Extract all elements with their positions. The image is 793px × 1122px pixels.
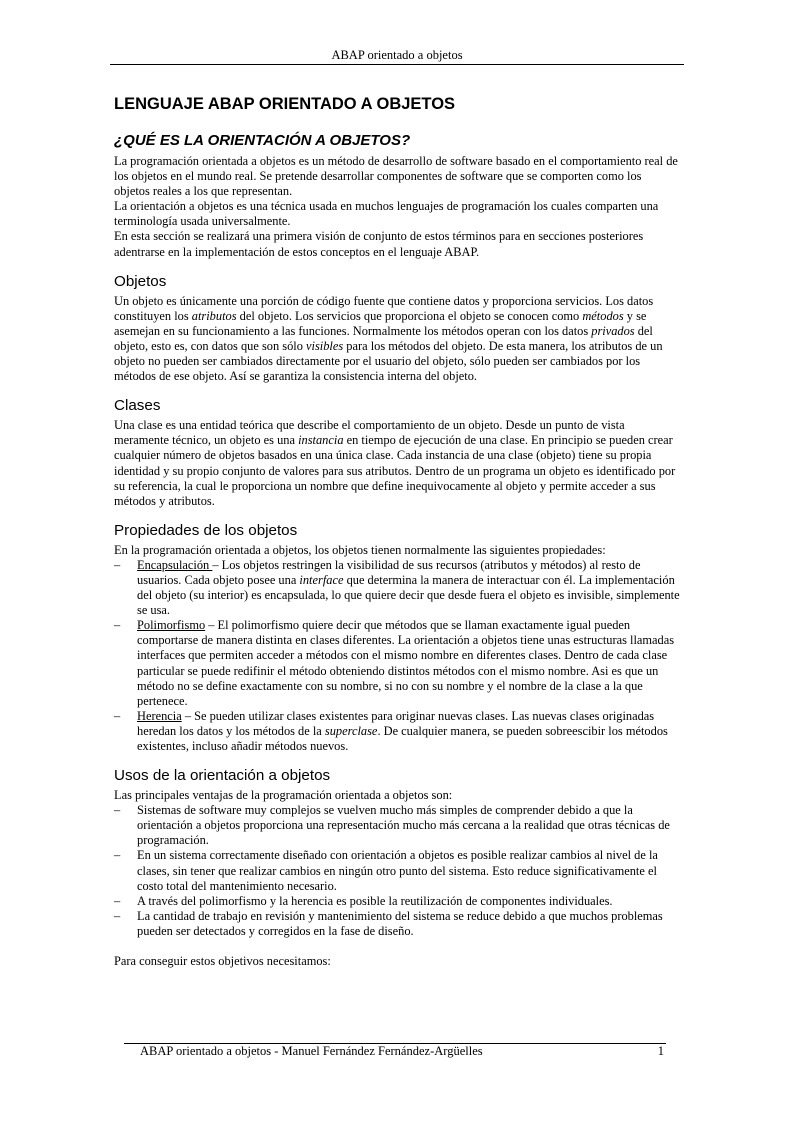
term-privados: privados bbox=[591, 323, 635, 338]
paragraph-objetos: Un objeto es únicamente una porción de código fuente que contiene datos y proporciona servicios. Los datos constituyen los atributos del objeto. Los servicios que proporciona el objeto se conocen como métodos y se asemejan en su funcionamiento a las funciones. Normalmente los métodos operan con los datos privados del objeto, esto es, con datos que son sólo visibles para los métodos del objeto. De esta manera, los atributos de un objeto no pueden ser cambiados directamente por el usuario del objeto, sólo pueden ser cambiados por los métodos de ese objeto. Así se garantiza la consistencia interna del objeto. bbox=[114, 293, 663, 384]
term-polimorfismo: Polimorfismo bbox=[137, 618, 206, 633]
page-footer bbox=[140, 1044, 664, 1059]
list-item: – La cantidad de trabajo en revisión y mantenimiento del sistema se reduce debido a que muchos problemas pueden ser detectados y corregidos en la fase de diseño. bbox=[114, 909, 680, 939]
list-item: – En un sistema correctamente diseñado con orientación a objetos es posible realizar cambios al nivel de la clases, sin tener que realizar cambios en ningún otro punto del sistema. Esto reduce significativamente el costo total del mantenimiento necesario. bbox=[114, 848, 680, 893]
properties-list bbox=[114, 558, 680, 754]
paragraph: En la programación orientada a objetos, los objetos tienen normalmente las siguientes propiedades: bbox=[114, 542, 606, 557]
list-item-polimorfismo: – Polimorfismo – El polimorfismo quiere decir que métodos que se llaman exactamente igual pueden comportarse de manera distinta en clases diferentes. La orientación a objetos tiene unas estructuras llamadas interfaces que permiten acceder a métodos con el mismo nombre en diferentes clases. Dentro de cada clase particular se puede redifinir el método obteniendo distintos métodos con el mismo nombre. Asi es que un método no se define exactamente con su nombre, si no con su nombre y el nombre de la clase a la que pertenece. bbox=[114, 618, 680, 709]
section-heading-propiedades: Propiedades de los objetos bbox=[114, 521, 298, 539]
list-item: – A través del polimorfismo y la herencia es posible la reutilización de componentes individuales. bbox=[114, 894, 680, 909]
term-superclase: superclase bbox=[324, 723, 378, 738]
term-metodos: métodos bbox=[582, 308, 624, 323]
advantages-list bbox=[114, 803, 680, 939]
section-heading-objetos: Objetos bbox=[114, 272, 167, 290]
term-instancia: instancia bbox=[298, 433, 344, 448]
footer-text: ABAP orientado a objetos - Manuel Fernández Fernández-Argüelles bbox=[140, 1044, 483, 1058]
section-heading-que-es: ¿QUÉ ES LA ORIENTACIÓN A OBJETOS? bbox=[114, 132, 411, 149]
paragraph: Las principales ventajas de la programación orientada a objetos son: bbox=[114, 788, 453, 803]
paragraph-clases: Una clase es una entidad teórica que describe el comportamiento de un objeto. Desde un punto de vista meramente técnico, un objeto es una instancia en tiempo de ejecución de una clase. En principio se pueden crear cualquier número de objetos basados en una única clase. Cada instancia de una clase (objeto) tiene su propia identidad y su propio conjunto de valores para sus atributos. Dentro de un programa un objeto es identificado por su referencia, la cual le proporciona un nombre que define inequivocamente al objeto y permite acceder a sus métodos y atributos. bbox=[114, 418, 676, 508]
running-header: ABAP orientado a objetos bbox=[331, 48, 463, 62]
term-interface: interface bbox=[299, 572, 344, 587]
list-item: – Sistemas de software muy complejos se vuelven mucho más simples de comprender debido a que la orientación a objetos proporciona una representación mucho más cercana a la realidad que otras técnicas de programación. bbox=[114, 803, 680, 848]
paragraph: La orientación a objetos es una técnica usada en muchos lenguajes de programación los cuales comparten una terminología usada universalmente. bbox=[114, 199, 659, 229]
page-number: 1 bbox=[657, 1044, 664, 1058]
document-title: LENGUAJE ABAP ORIENTADO A OBJETOS bbox=[114, 95, 456, 113]
spacer bbox=[114, 939, 680, 954]
paragraph: En esta sección se realizará una primera visión de conjunto de estos términos para en secciones posteriores adentrarse en la implementación de estos conceptos en el lenguaje ABAP. bbox=[114, 229, 644, 259]
paragraph: La programación orientada a objetos es un método de desarrollo de software basado en el comportamiento real de los objetos en el mundo real. Se pretende desarrollar componentes de software que se comporten como los objetos reales a los que representan. bbox=[114, 154, 678, 199]
list-item-encapsulacion: – Encapsulación – Los objetos restringen la visibilidad de sus recursos (atributos y métodos) al resto de usuarios. Cada objeto posee una interface que determina la manera de interactuar con él. La implementación del objeto (su interior) es encapsulada, lo que quiere decir que desde fuera el objeto es invisible, simplemente se usa. bbox=[114, 558, 680, 618]
section-heading-usos: Usos de la orientación a objetos bbox=[114, 767, 331, 785]
term-herencia: Herencia bbox=[137, 708, 182, 723]
page-content bbox=[114, 94, 680, 969]
paragraph-closing: Para conseguir estos objetivos necesitamos: bbox=[114, 954, 331, 969]
section-heading-clases: Clases bbox=[114, 397, 161, 415]
term-visibles: visibles bbox=[306, 338, 344, 353]
header-rule bbox=[110, 64, 684, 65]
term-encapsulacion: Encapsulación bbox=[137, 557, 213, 572]
list-item-herencia: – Herencia – Se pueden utilizar clases existentes para originar nuevas clases. Las nuevas clases originadas heredan los datos y los métodos de la superclase. De cualquier manera, se pueden sobreescibir los métodos existentes, incluso añadir métodos nuevos. bbox=[114, 709, 680, 754]
term-atributos: atributos bbox=[191, 308, 237, 323]
